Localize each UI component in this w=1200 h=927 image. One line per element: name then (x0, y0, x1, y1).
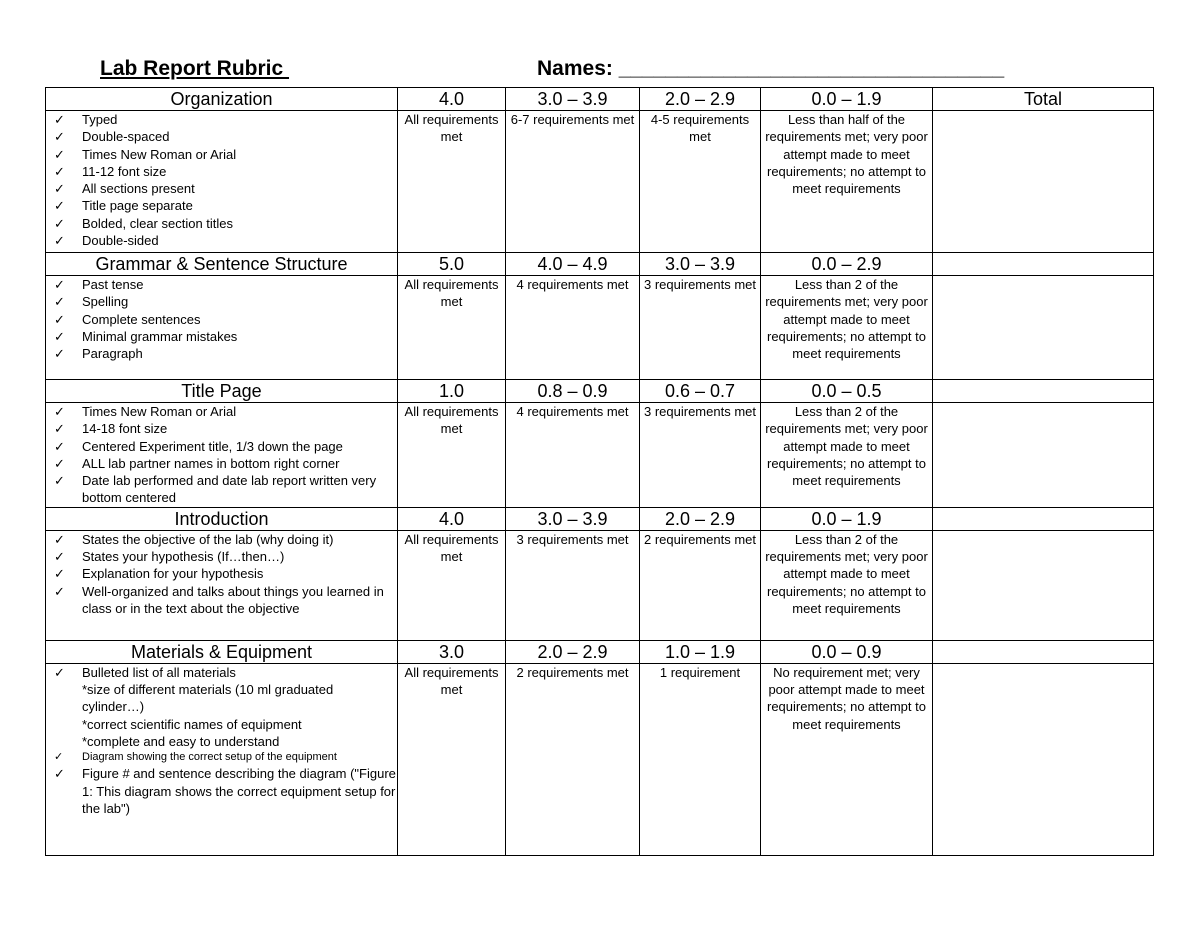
requirements-list (46, 111, 397, 249)
level-descriptor: All requirements met (398, 276, 506, 380)
requirement-item (54, 328, 397, 345)
section-content-row (46, 111, 1154, 253)
checkmark-icon: ✓ (54, 751, 64, 764)
level-descriptor: Less than 2 of the requirements met; very poor attempt made to meet requirements; no attempt to meet requirements (761, 530, 933, 640)
checkmark-icon: ✓ (54, 766, 65, 782)
requirement-item (54, 345, 397, 362)
requirement-text: 14-18 font size (82, 421, 168, 437)
requirements-list (46, 403, 397, 507)
checkmark-icon: ✓ (54, 328, 65, 344)
score-range: 2.0 – 2.9 (640, 88, 761, 111)
requirement-item (54, 420, 397, 437)
section-content-row (46, 403, 1154, 508)
requirement-text: Well-organized and talks about things you learned in class or in the text about the objective (82, 583, 384, 616)
score-range: 4.0 – 4.9 (506, 253, 640, 276)
level-descriptor: Less than 2 of the requirements met; very poor attempt made to meet requirements; no attempt to meet requirements (761, 276, 933, 380)
checkmark-icon: ✓ (54, 346, 65, 362)
score-range: 3.0 – 3.9 (640, 253, 761, 276)
level-descriptor: 2 requirements met (506, 663, 640, 855)
section-content-row (46, 276, 1154, 380)
requirement-subitem: *complete and easy to understand (82, 733, 280, 749)
score-range: 4.0 (398, 507, 506, 530)
section-header-row (46, 380, 1154, 403)
requirement-item (54, 531, 397, 548)
category-label: Materials & Equipment (46, 640, 398, 663)
checkmark-icon: ✓ (54, 146, 65, 162)
category-label: Organization (46, 88, 398, 111)
requirement-item (54, 197, 397, 214)
checkmark-icon: ✓ (54, 233, 65, 249)
requirement-text: Times New Roman or Arial (82, 404, 237, 419)
requirement-text: Spelling (82, 294, 129, 310)
score-range: 3.0 – 3.9 (506, 88, 640, 111)
total-header: Total (933, 88, 1154, 111)
requirement-text: Double-sided (82, 233, 159, 249)
requirement-item (54, 180, 397, 197)
score-range: 0.0 – 1.9 (761, 507, 933, 530)
requirement-item (54, 215, 397, 232)
checkmark-icon: ✓ (54, 664, 65, 680)
requirement-item (54, 472, 397, 507)
checkmark-icon: ✓ (54, 531, 65, 547)
requirements-cell (46, 530, 398, 640)
checkmark-icon: ✓ (54, 294, 65, 310)
requirement-item (54, 438, 397, 455)
requirement-text: States your hypothesis (If…then…) (82, 549, 285, 565)
requirement-text: Bulleted list of all materials (82, 664, 236, 680)
checkmark-icon: ✓ (54, 404, 65, 419)
section-content-row (46, 663, 1154, 855)
level-descriptor: 3 requirements met (506, 530, 640, 640)
score-range: 0.0 – 0.9 (761, 640, 933, 663)
checkmark-icon: ✓ (54, 438, 65, 454)
requirement-text: Double-spaced (82, 129, 170, 145)
score-range: 2.0 – 2.9 (506, 640, 640, 663)
level-descriptor: 4 requirements met (506, 276, 640, 380)
score-range: 3.0 (398, 640, 506, 663)
requirement-subitem: *correct scientific names of equipment (82, 716, 302, 732)
requirement-item (54, 455, 397, 472)
requirements-cell (46, 403, 398, 508)
requirement-item (54, 664, 397, 750)
requirement-item (54, 146, 397, 163)
level-descriptor: Less than half of the requirements met; very poor attempt made to meet requirements; no attempt to meet requirements (761, 111, 933, 253)
level-descriptor: All requirements met (398, 663, 506, 855)
requirement-text: Minimal grammar mistakes (82, 328, 238, 344)
requirements-list (46, 531, 397, 617)
title-row (0, 55, 1200, 87)
total-header-blank (933, 380, 1154, 403)
rubric-body (46, 88, 1154, 856)
score-range: 1.0 (398, 380, 506, 403)
requirement-item (54, 403, 397, 420)
level-descriptor: All requirements met (398, 111, 506, 253)
level-descriptor: 2 requirements met (640, 530, 761, 640)
checkmark-icon: ✓ (54, 549, 65, 565)
total-score-cell[interactable] (933, 663, 1154, 855)
score-range: 4.0 (398, 88, 506, 111)
score-range: 3.0 – 3.9 (506, 507, 640, 530)
total-header-blank (933, 507, 1154, 530)
score-range: 2.0 – 2.9 (640, 507, 761, 530)
requirement-text: Bolded, clear section titles (82, 215, 234, 231)
requirement-text: Complete sentences (82, 311, 201, 327)
requirement-item (54, 548, 397, 565)
requirement-item (54, 565, 397, 582)
requirement-subitem: *size of different materials (10 ml graduated cylinder…) (82, 682, 334, 715)
score-range: 5.0 (398, 253, 506, 276)
level-descriptor: No requirement met; very poor attempt made to meet requirements; no attempt to meet requirements (761, 663, 933, 855)
level-descriptor: 6-7 requirements met (506, 111, 640, 253)
requirement-item (54, 750, 397, 765)
total-score-cell[interactable] (933, 403, 1154, 508)
total-score-cell[interactable] (933, 530, 1154, 640)
level-descriptor: 3 requirements met (640, 403, 761, 508)
checkmark-icon: ✓ (54, 215, 65, 231)
level-descriptor: All requirements met (398, 403, 506, 508)
total-header-blank (933, 640, 1154, 663)
checkmark-icon: ✓ (54, 198, 65, 214)
score-range: 1.0 – 1.9 (640, 640, 761, 663)
requirements-list (46, 664, 397, 817)
level-descriptor: 4-5 requirements met (640, 111, 761, 253)
checkmark-icon: ✓ (54, 129, 65, 145)
section-header-row (46, 253, 1154, 276)
requirement-text: Typed (82, 112, 118, 127)
total-score-cell[interactable] (933, 276, 1154, 380)
requirements-cell (46, 111, 398, 253)
requirement-item (54, 276, 397, 293)
requirements-list (46, 276, 397, 362)
requirement-text: Title page separate (82, 198, 193, 214)
requirement-text: All sections present (82, 181, 195, 197)
level-descriptor: Less than 2 of the requirements met; very poor attempt made to meet requirements; no attempt to meet requirements (761, 403, 933, 508)
level-descriptor: 3 requirements met (640, 276, 761, 380)
checkmark-icon: ✓ (54, 112, 65, 127)
checkmark-icon: ✓ (54, 583, 65, 599)
section-header-row (46, 640, 1154, 663)
section-header-row (46, 507, 1154, 530)
score-range: 0.0 – 1.9 (761, 88, 933, 111)
document-title: Lab Report Rubric (100, 57, 290, 80)
checkmark-icon: ✓ (54, 455, 65, 471)
checkmark-icon: ✓ (54, 311, 65, 327)
checkmark-icon: ✓ (54, 181, 65, 197)
level-descriptor: 4 requirements met (506, 403, 640, 508)
category-label: Introduction (46, 507, 398, 530)
checkmark-icon: ✓ (54, 277, 65, 292)
category-label: Grammar & Sentence Structure (46, 253, 398, 276)
requirement-text: ALL lab partner names in bottom right corner (82, 455, 340, 471)
names-field[interactable]: Names: _________________________________ (537, 57, 1005, 80)
requirement-text: Paragraph (82, 346, 143, 362)
requirement-item (54, 128, 397, 145)
checkmark-icon: ✓ (54, 421, 65, 437)
rubric-table (45, 87, 1154, 856)
requirements-cell (46, 276, 398, 380)
requirement-item (54, 293, 397, 310)
requirement-item (54, 232, 397, 249)
total-score-cell[interactable] (933, 111, 1154, 253)
requirement-text: Date lab performed and date lab report written very bottom centered (82, 473, 377, 506)
category-label: Title Page (46, 380, 398, 403)
score-range: 0.0 – 0.5 (761, 380, 933, 403)
score-range: 0.0 – 2.9 (761, 253, 933, 276)
section-content-row (46, 530, 1154, 640)
checkmark-icon: ✓ (54, 473, 65, 489)
checkmark-icon: ✓ (54, 163, 65, 179)
section-header-row (46, 88, 1154, 111)
score-range: 0.6 – 0.7 (640, 380, 761, 403)
requirement-item (54, 765, 397, 817)
requirement-text: Figure # and sentence describing the diagram ("Figure 1: This diagram shows the correct equipment setup for the lab") (82, 766, 396, 816)
requirements-cell (46, 663, 398, 855)
requirement-item (54, 163, 397, 180)
requirement-text: Diagram showing the correct setup of the equipment (82, 751, 337, 764)
requirement-text: Centered Experiment title, 1/3 down the page (82, 438, 343, 454)
requirement-text: Times New Roman or Arial (82, 146, 237, 162)
requirement-text: Past tense (82, 277, 144, 292)
requirement-item (54, 583, 397, 618)
checkmark-icon: ✓ (54, 566, 65, 582)
level-descriptor: 1 requirement (640, 663, 761, 855)
requirement-item (54, 111, 397, 128)
requirement-item (54, 311, 397, 328)
level-descriptor: All requirements met (398, 530, 506, 640)
score-range: 0.8 – 0.9 (506, 380, 640, 403)
requirement-text: 11-12 font size (82, 163, 167, 179)
total-header-blank (933, 253, 1154, 276)
requirement-text: States the objective of the lab (why doing it) (82, 531, 334, 547)
requirement-text: Explanation for your hypothesis (82, 566, 264, 582)
